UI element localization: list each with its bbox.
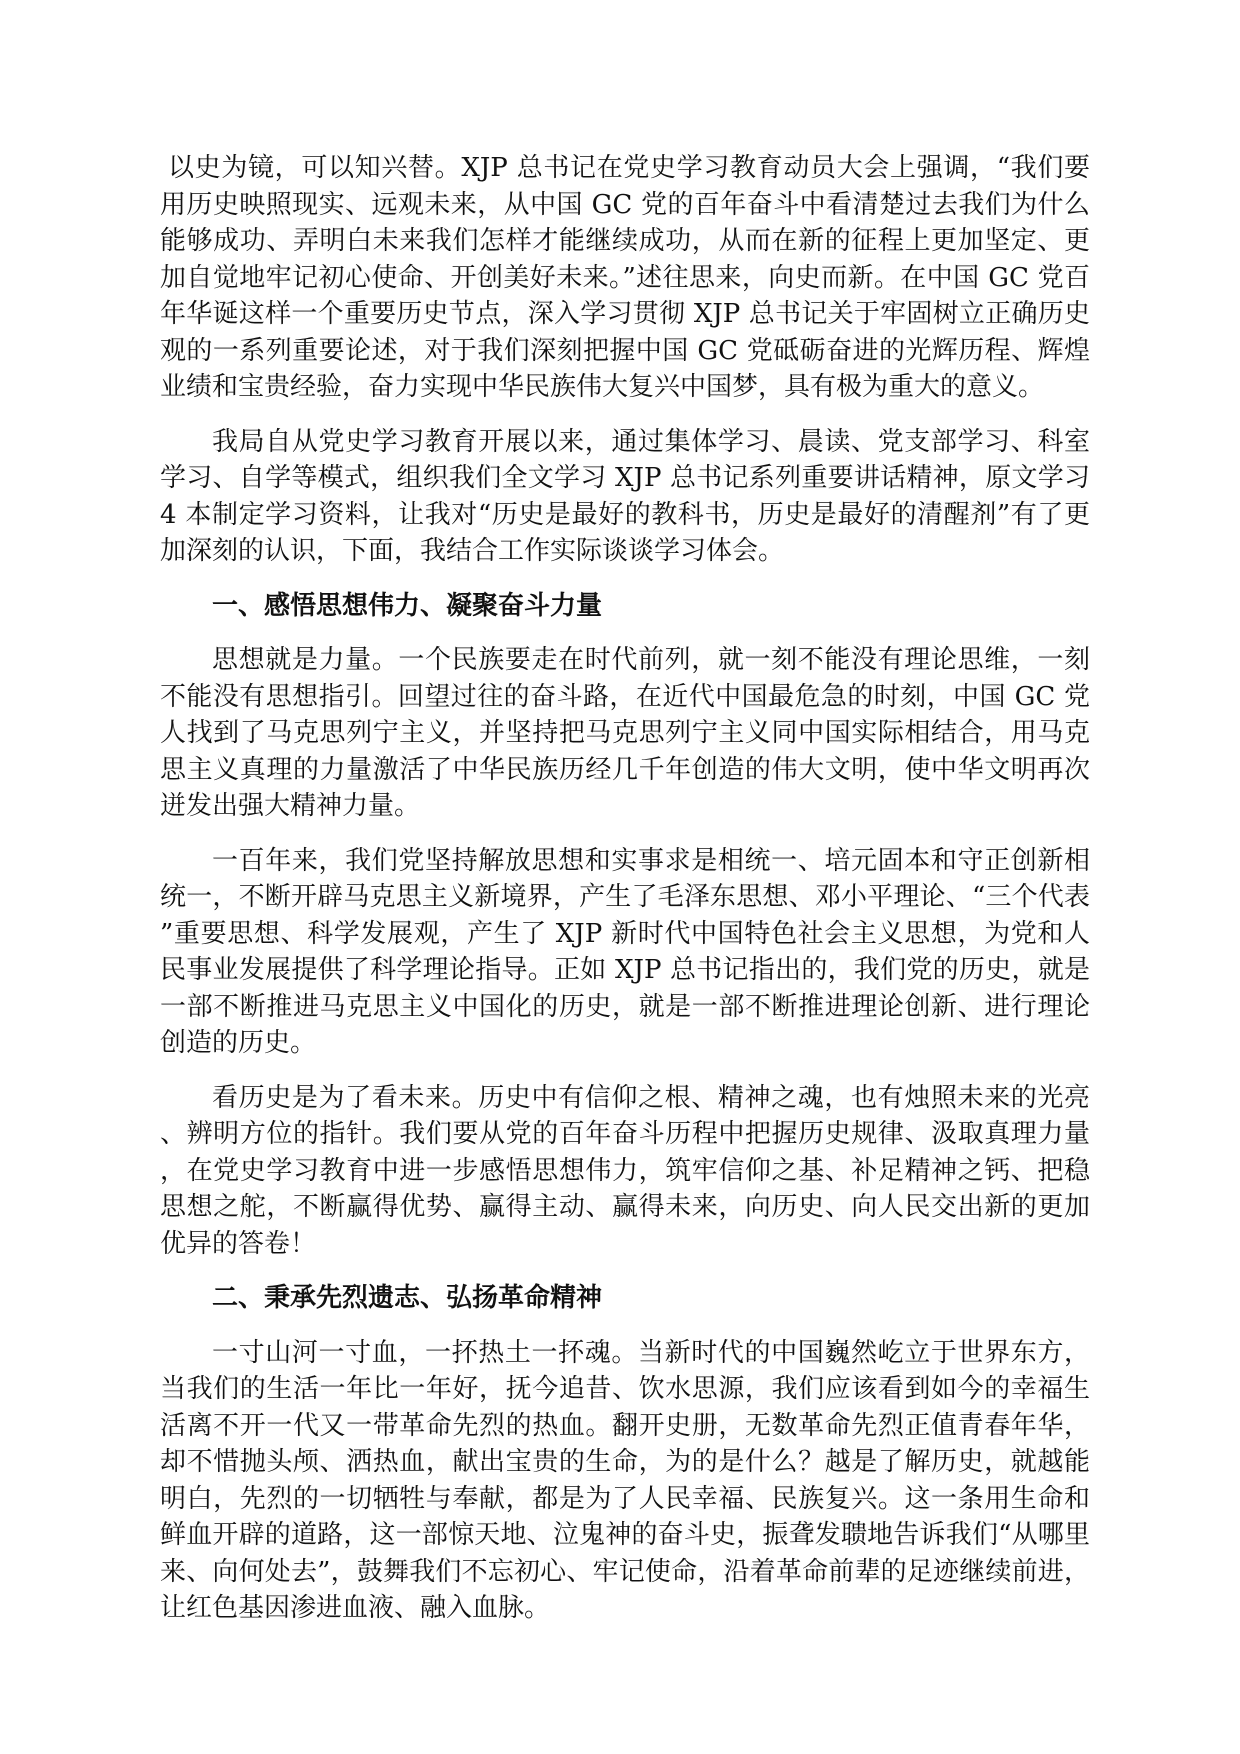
section-1-paragraph: 思想就是力量。一个民族要走在时代前列，就一刻不能没有理论思维，一刻不能没有思想指引。回望过往的奋斗路，在近代中国最危急的时刻，中国 GC 党人找到了马克思列宁主义，并坚持把马克思列宁主义同中国实际相结合，用马克思主义真理的力量激活了中华民族历经几千年创造的伟大文明，使中华文明再次迸发出强大精神力量。	[160, 645, 1090, 821]
document-body	[160, 150, 1090, 1645]
section-1-paragraph: 一百年来，我们党坚持解放思想和实事求是相统一、培元固本和守正创新相统一，不断开辟马克思主义新境界，产生了毛泽东思想、邓小平理论、“三个代表”重要思想、科学发展观，产生了 XJP 新时代中国特色社会主义思想，为党和人民事业发展提供了科学理论指导。正如 XJP 总书记指出的，我们党的历史，就是一部不断推进马克思主义中国化的历史，就是一部不断推进理论创新、进行理论创造的历史。	[160, 845, 1090, 1058]
section-1-paragraph: 看历史是为了看未来。历史中有信仰之根、精神之魂，也有烛照未来的光亮、辨明方位的指针。我们要从党的百年奋斗历程中把握历史规律、汲取真理力量，在党史学习教育中进一步感悟思想伟力，筑牢信仰之基、补足精神之钙、把稳思想之舵，不断赢得优势、赢得主动、赢得未来，向历史、向人民交出新的更加优异的答卷！	[160, 1082, 1090, 1259]
section-1-heading: 一、感悟思想伟力、凝聚奋斗力量	[212, 590, 603, 621]
section-2-heading: 二、秉承先烈遗志、弘扬革命精神	[212, 1283, 603, 1313]
section-2-paragraph: 一寸山河一寸血，一抔热土一抔魂。当新时代的中国巍然屹立于世界东方，当我们的生活一年比一年好，抚今追昔、饮水思源，我们应该看到如今的幸福生活离不开一代又一带革命先烈的热血。翻开史册，无数革命先烈正值青春年华，却不惜抛头颅、洒热血，献出宝贵的生命，为的是什么？越是了解历史，就越能明白，先烈的一切牺牲与奉献，都是为了人民幸福、民族复兴。这一条用生命和鲜血开辟的道路，这一部惊天地、泣鬼神的奋斗史，振聋发聩地告诉我们“从哪里来、向何处去”，鼓舞我们不忘初心、牢记使命，沿着革命前辈的足迹继续前进，让红色基因渗进血液、融入血脉。	[160, 1337, 1090, 1623]
paragraph-study-overview: 我局自从党史学习教育开展以来，通过集体学习、晨读、党支部学习、科室学习、自学等模式，组织我们全文学习 XJP 总书记系列重要讲话精神，原文学习 4 本制定学习资料，让我对“历史是最好的教科书，历史是最好的清醒剂”有了更加深刻的认识，下面，我结合工作实际谈谈学习体会。	[160, 426, 1090, 566]
intro-paragraph: 以史为镜，可以知兴替。XJP 总书记在党史学习教育动员大会上强调，“我们要用历史映照现实、远观未来，从中国 GC 党的百年奋斗中看清楚过去我们为什么能够成功、弄明白未来我们怎样才能继续成功，从而在新的征程上更加坚定、更加自觉地牢记初心使命、开创美好未来。”述往思来，向史而新。在中国 GC 党百年华诞这样一个重要历史节点，深入学习贯彻 XJP 总书记关于牢固树立正确历史观的一系列重要论述，对于我们深刻把握中国 GC 党砥砺奋进的光辉历程、辉煌业绩和宝贵经验，奋力实现中华民族伟大复兴中国梦，具有极为重大的意义。	[160, 153, 1090, 402]
